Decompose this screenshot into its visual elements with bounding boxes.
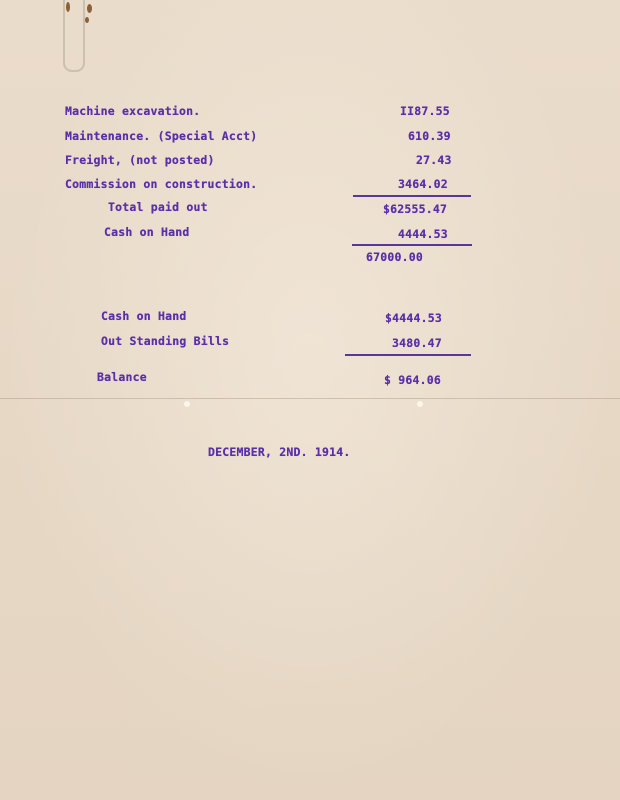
- cash-on-hand-label: Cash on Hand: [104, 225, 190, 239]
- underline-rule: [345, 354, 471, 356]
- cash-on-hand-label: Cash on Hand: [101, 309, 187, 323]
- pin-hole: [417, 401, 423, 407]
- expense-label: Machine excavation.: [65, 104, 201, 118]
- rust-stain: [87, 4, 92, 13]
- underline-rule: [352, 244, 472, 246]
- balance-value: $ 964.06: [384, 373, 441, 387]
- outstanding-bills-label: Out Standing Bills: [101, 334, 230, 348]
- rust-stain: [85, 17, 89, 23]
- outstanding-bills-value: 3480.47: [392, 336, 442, 350]
- sum-value: 67000.00: [366, 250, 423, 264]
- fold-line: [0, 398, 620, 399]
- rust-stain: [66, 2, 70, 12]
- pin-hole: [184, 401, 190, 407]
- balance-label: Balance: [97, 370, 147, 384]
- expense-amount: II87.55: [400, 104, 450, 118]
- expense-amount: 610.39: [408, 129, 451, 143]
- underline-rule: [353, 195, 471, 197]
- expense-label: Commission on construction.: [65, 177, 258, 191]
- cash-on-hand-value: 4444.53: [398, 227, 448, 241]
- expense-label: Maintenance. (Special Acct): [65, 129, 258, 143]
- expense-amount: 3464.02: [398, 177, 448, 191]
- cash-on-hand-value: $4444.53: [385, 311, 442, 325]
- expense-label: Freight, (not posted): [65, 153, 215, 167]
- document-date: DECEMBER, 2ND. 1914.: [208, 445, 351, 459]
- total-paid-label: Total paid out: [108, 200, 208, 214]
- total-paid-value: $62555.47: [383, 202, 448, 216]
- expense-amount: 27.43: [416, 153, 452, 167]
